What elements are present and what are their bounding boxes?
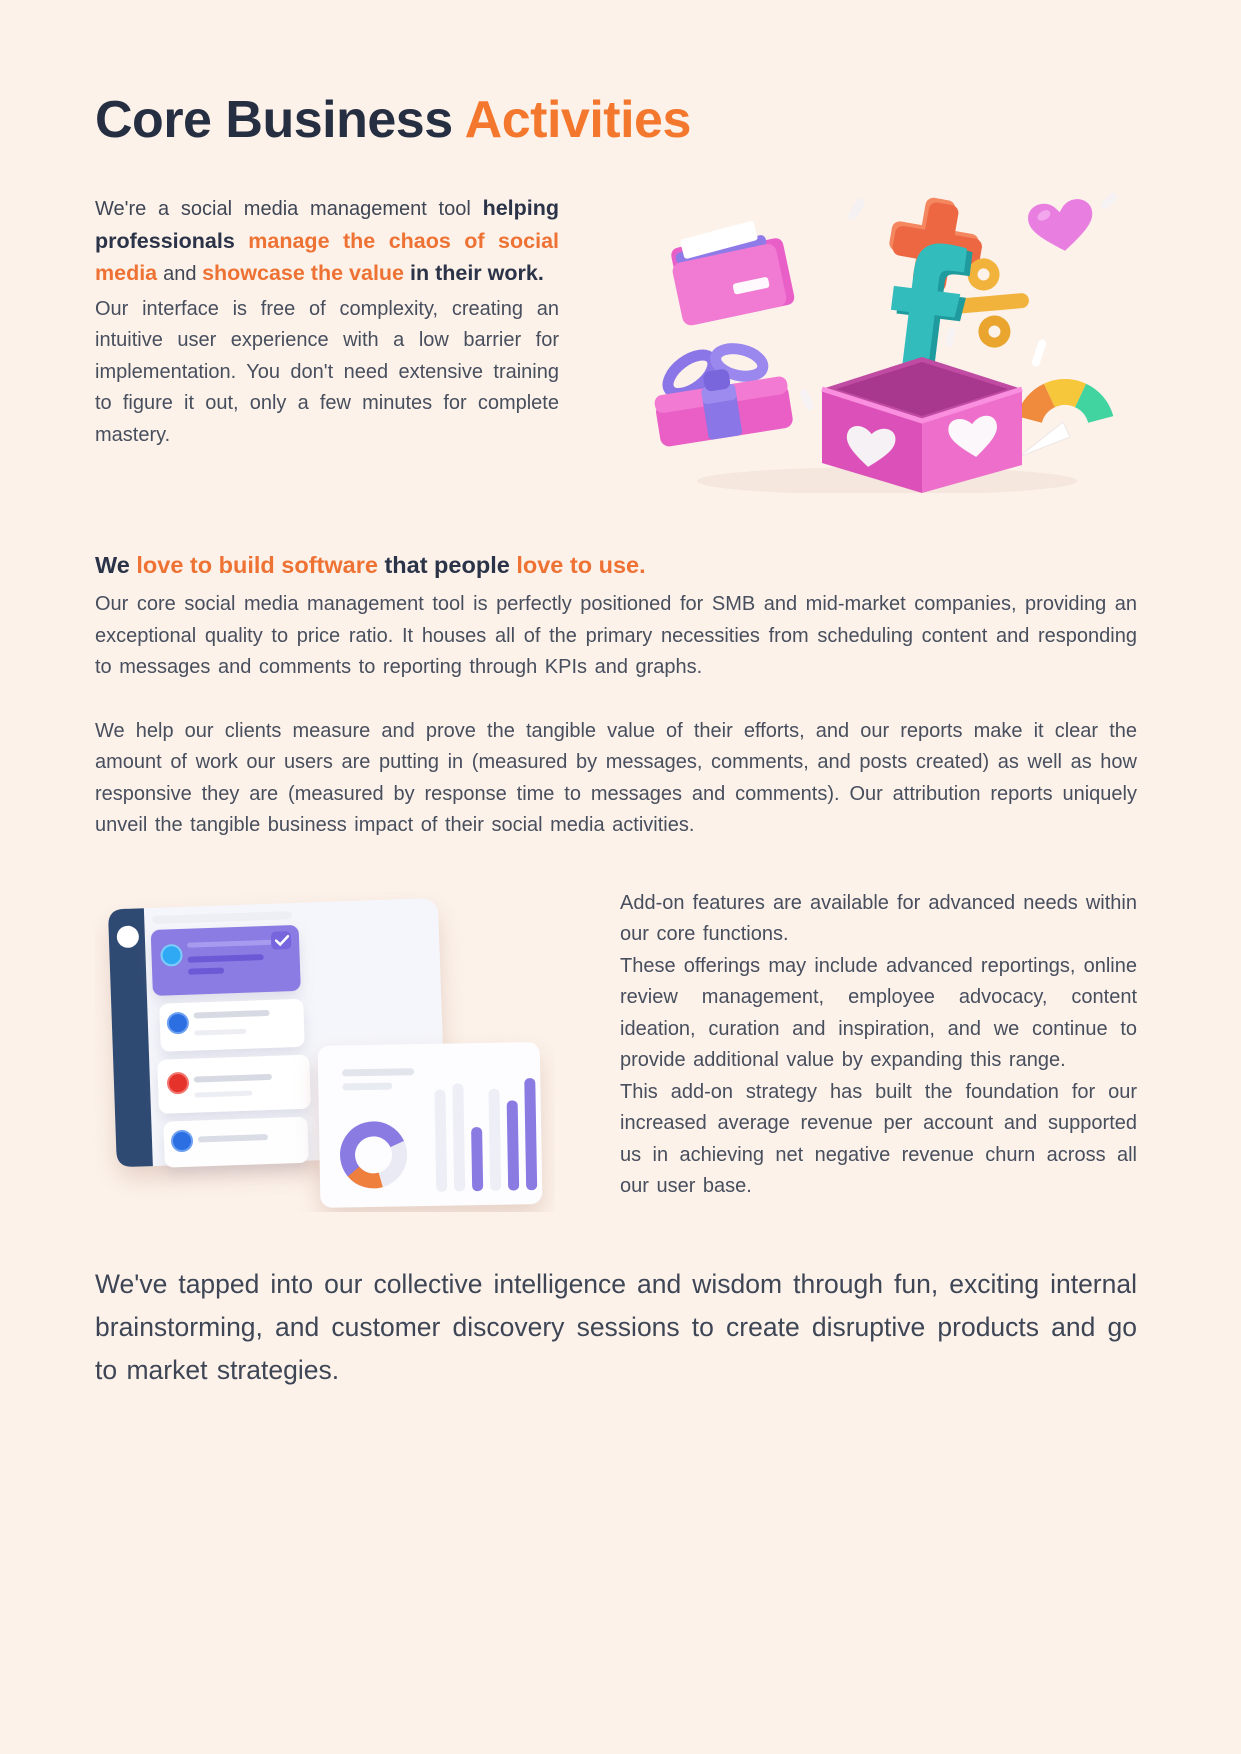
task-card xyxy=(159,998,305,1051)
addon-section xyxy=(95,886,1137,1217)
addon-paragraph-2: These offerings may include advanced reportings, online review management, employee advocacy, content ideation, curation and inspiration, and we continue to provide additional value by expanding this range. xyxy=(620,954,1137,1072)
addon-text-column xyxy=(620,888,1137,1203)
lead-segment-orange: manage the chaos of social media xyxy=(95,228,560,286)
addon-paragraph-3: This add-on strategy has built the foundation for our increased average revenue per account and supported us in achieving net negative revenue churn across all our user base. xyxy=(620,1080,1137,1198)
lead-segment-orange: showcase the value xyxy=(202,261,410,286)
folder-icon xyxy=(666,215,796,327)
lead-segment: and xyxy=(163,263,203,286)
dashboard-illustration xyxy=(95,892,555,1217)
page-title xyxy=(95,92,1137,149)
closing-paragraph: We've tapped into our collective intelligence and wisdom through fun, exciting internal brainstorming, and customer discovery sessions to create disruptive products and go to market strategies. xyxy=(95,1268,1137,1385)
gift-lid-icon xyxy=(647,335,794,448)
heading-segment-orange: love to use. xyxy=(516,552,646,579)
task-card-highlighted xyxy=(151,925,301,996)
title-accent: Activities xyxy=(464,91,691,149)
addon-paragraph-1: Add-on features are available for advanced needs within our core functions. xyxy=(620,891,1137,946)
intro-body-paragraph: Our interface is free of complexity, creating an intuitive user experience with a low barrier for implementation. You don't need extensive training to figure it out, only a few minutes for complete mastery. xyxy=(95,297,559,446)
heading-segment: that people xyxy=(384,552,517,579)
heading-segment-orange: love to build software xyxy=(136,552,385,579)
report-card xyxy=(318,1042,543,1208)
task-card xyxy=(157,1054,311,1113)
lead-segment-bold: in their work. xyxy=(410,261,544,286)
intro-lead-paragraph xyxy=(95,193,559,291)
core-tool-paragraph: Our core social media management tool is perfectly positioned for SMB and mid-market companies, providing an exceptional quality to price ratio. It houses all of the primary necessities from scheduling content and responding to messages and comments to reporting through KPIs and graphs. xyxy=(95,593,1137,679)
title-dark: Core Business xyxy=(95,91,465,149)
lead-segment-bold: helping professionals xyxy=(95,196,559,253)
task-card xyxy=(163,1116,309,1167)
lead-segment: We're a social media management tool xyxy=(95,198,483,221)
measure-value-paragraph: We help our clients measure and prove the tangible value of their efforts, and our reports make it clear the amount of work our users are putting in (measured by messages, comments, and posts created) as well as how responsive they are (measured by response time to messages and comments). Our attribution reports uniquely unveil the tangible business impact of their social media activities. xyxy=(95,719,1137,837)
intro-section xyxy=(95,193,1137,498)
gift-box-illustration xyxy=(637,181,1137,498)
heading-segment: We xyxy=(95,552,137,579)
intro-text-column xyxy=(95,193,559,451)
gauge-icon xyxy=(1017,379,1114,457)
section-heading xyxy=(95,552,1137,579)
heart-icon xyxy=(1026,197,1097,255)
